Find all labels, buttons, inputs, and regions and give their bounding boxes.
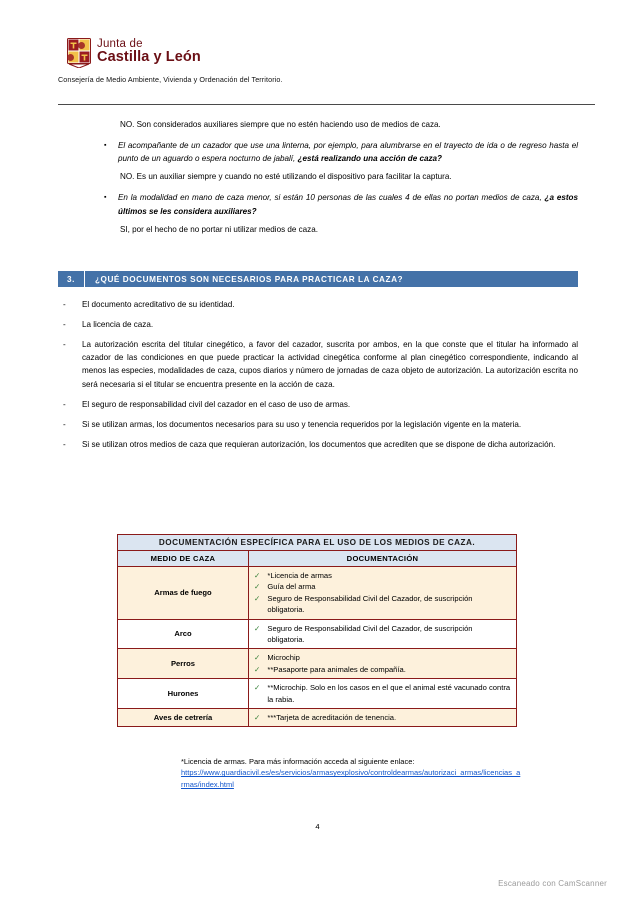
doc-line — [254, 682, 511, 705]
requirement-text: Si se utilizan otros medios de caza que requieran autorización, los documentos que acrediten que se dispone de dicha autorización. — [82, 439, 556, 449]
question-1-plain: El acompañante de un cazador que use una linterna, por ejemplo, para alumbrarse en el trayecto de ida o de regreso hasta el punto de un aguardo o espera nocturno de jabalí, — [118, 141, 578, 164]
check-icon: ✓ — [254, 712, 261, 722]
documentacion-cell — [249, 708, 517, 726]
square-bullet-icon — [104, 191, 109, 217]
guardiacivil-link[interactable]: https://www.guardiacivil.es/es/servicios/armasyexplosivo/controldearmas/autorizaci_armas/licencias_armas/index.html — [181, 768, 521, 789]
documentacion-cell — [249, 619, 517, 649]
question-bullet-1-text — [118, 139, 578, 165]
question-bullet-2 — [104, 191, 578, 217]
doc-line-text: *Licencia de armas — [267, 571, 332, 580]
doc-line — [254, 581, 511, 592]
question-2-bold: ¿a estos últimos se les considera auxiliares? — [118, 193, 578, 216]
requirement-text: Si se utilizan armas, los documentos necesarios para su uso y tenencia requeridos por la legislación vigente en la materia. — [82, 419, 522, 429]
doc-line — [254, 712, 511, 723]
doc-line — [254, 664, 511, 675]
dash-bullet-icon: - — [63, 399, 66, 409]
square-bullet-icon — [104, 139, 109, 165]
footnote-text: *Licencia de armas. Para más información acceda al siguiente enlace: — [181, 757, 415, 766]
medio-cell: Aves de cetrería — [118, 708, 249, 726]
list-item — [58, 438, 578, 451]
documentacion-cell — [249, 679, 517, 709]
requirement-text: El documento acreditativo de su identidad. — [82, 300, 235, 309]
table-row — [118, 649, 517, 679]
consejeria-line: Consejería de Medio Ambiente, Vivienda y Ordenación del Territorio. — [58, 75, 283, 84]
list-item — [58, 298, 578, 311]
doc-line-text: Microchip — [267, 653, 300, 663]
check-icon: ✓ — [254, 571, 261, 580]
doc-line-text: Seguro de Responsabilidad Civil del Cazador, de suscripción obligatoria. — [267, 593, 473, 615]
doc-line — [254, 593, 511, 616]
list-item — [58, 398, 578, 411]
table-row — [118, 708, 517, 726]
junta-logo — [67, 38, 595, 68]
requirements-list — [58, 298, 578, 458]
requirement-text: El seguro de responsabilidad civil del cazador en el caso de uso de armas. — [82, 399, 351, 409]
doc-line-text: ***Tarjeta de acreditación de tenencia. — [267, 712, 397, 722]
doc-line — [254, 652, 511, 663]
dash-bullet-icon: - — [63, 340, 66, 350]
check-icon: ✓ — [254, 623, 261, 633]
camscanner-watermark: Escaneado con CamScanner — [498, 879, 607, 888]
document-header — [58, 38, 595, 84]
column-header-medio: MEDIO DE CAZA — [118, 551, 249, 567]
dash-bullet-icon: - — [63, 419, 66, 429]
table-header-row — [118, 551, 517, 567]
table-row — [118, 619, 517, 649]
logo-castillaleon-text: Castilla y León — [97, 48, 201, 65]
question-1-bold: ¿está realizando una acción de caza? — [297, 154, 442, 164]
check-icon: ✓ — [254, 582, 261, 592]
requirement-text: La licencia de caza. — [82, 320, 154, 330]
page-number: 4 — [315, 822, 320, 831]
list-item — [58, 418, 578, 431]
documentacion-cell — [249, 649, 517, 679]
answer-paragraph-2: NO. Es un auxiliar siempre y cuando no esté utilizando el dispositivo para facilitar la captura. — [120, 172, 452, 182]
dash-bullet-icon: - — [63, 439, 66, 449]
answer-paragraph-3: SI, por el hecho de no portar ni utilizar medios de caza. — [120, 224, 318, 234]
dash-bullet-icon: - — [63, 300, 66, 309]
logo-wordmark — [97, 38, 201, 65]
column-header-documentacion: DOCUMENTACIÓN — [249, 551, 517, 567]
documentacion-cell — [249, 567, 517, 620]
table-title-row — [118, 535, 517, 551]
medio-cell: Arco — [118, 619, 249, 649]
check-icon: ✓ — [254, 593, 261, 603]
table-row — [118, 679, 517, 709]
answer-paragraph-1: NO. Son considerados auxiliares siempre que no estén haciendo uso de medios de caza. — [120, 120, 441, 129]
medio-cell: Hurones — [118, 679, 249, 709]
medio-cell: Armas de fuego — [118, 567, 249, 620]
list-item — [58, 318, 578, 331]
section-title: ¿QUÉ DOCUMENTOS SON NECESARIOS PARA PRACTICAR LA CAZA? — [95, 274, 404, 284]
table-title: DOCUMENTACIÓN ESPECÍFICA PARA EL USO DE LOS MEDIOS DE CAZA. — [118, 535, 517, 551]
doc-line — [254, 570, 511, 581]
dash-bullet-icon: - — [63, 320, 66, 330]
doc-line-text: Guía del arma — [267, 582, 316, 592]
footnote-block — [181, 756, 521, 790]
check-icon: ✓ — [254, 683, 261, 693]
header-divider — [58, 104, 595, 105]
doc-line-text: **Pasaporte para animales de compañía. — [267, 664, 406, 674]
documentation-table — [117, 534, 517, 727]
doc-line — [254, 623, 511, 646]
coat-of-arms-icon — [67, 38, 91, 68]
section-number: 3. — [58, 271, 85, 287]
question-bullet-1 — [104, 139, 578, 165]
intro-qa-block — [58, 118, 578, 244]
logo-junta-text: Junta de — [97, 38, 143, 50]
table-row — [118, 567, 517, 620]
requirement-text: La autorización escrita del titular cinegético, a favor del cazador, suscrita por ambos, en la que conste que el titular ha informado al cazador de las condiciones en que puede practicar la actividad cinegética conforme al plan cinegético correspondiente, indicando al menos las especies, modalidades de caza, cupos diarios y número de jornadas de caza objeto de autorización. La autorización escrita no será necesaria si el titular se encuentra presente en la acción de caza. — [82, 340, 578, 389]
check-icon: ✓ — [254, 653, 261, 663]
list-item — [58, 338, 578, 390]
question-bullet-2-text — [118, 191, 578, 217]
doc-line-text: Seguro de Responsabilidad Civil del Cazador, de suscripción obligatoria. — [267, 623, 473, 644]
medio-cell: Perros — [118, 649, 249, 679]
doc-line-text: **Microchip. Solo en los casos en el que el animal esté vacunado contra la rabia. — [267, 683, 511, 704]
check-icon: ✓ — [254, 664, 261, 674]
section-heading-3 — [58, 271, 578, 287]
question-2-plain: En la modalidad en mano de caza menor, si están 10 personas de las cuales 4 de ellas no portan medios de caza, — [118, 193, 545, 203]
